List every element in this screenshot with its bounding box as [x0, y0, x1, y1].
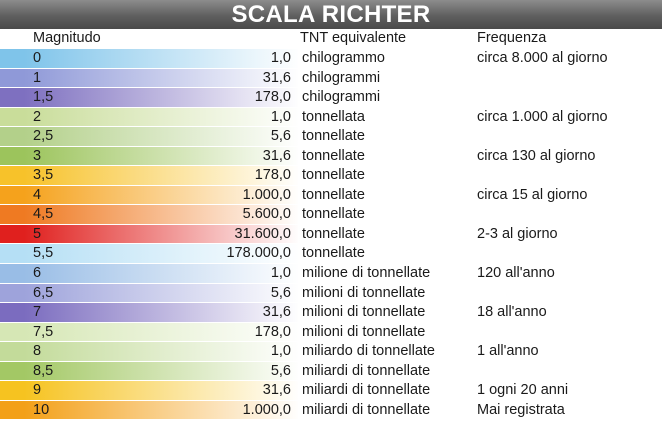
tnt-value: 5,6: [270, 284, 291, 301]
tnt-unit: chilogrammi: [302, 89, 381, 106]
frequency-value: circa 8.000 al giorno: [477, 50, 608, 66]
table-row: [0, 283, 662, 303]
magnitude-value: 0: [33, 50, 42, 66]
table-row: [0, 224, 662, 244]
tnt-value: 1,0: [270, 108, 291, 125]
table-row: [0, 126, 662, 146]
tnt-unit: miliardi di tonnellate: [302, 362, 431, 379]
tnt-value: 178,0: [254, 167, 291, 184]
magnitude-value: 6,5: [33, 284, 54, 301]
magnitude-value: 3: [33, 147, 42, 164]
tnt-unit: tonnellate: [302, 206, 365, 223]
tnt-unit: chilogrammo: [302, 50, 385, 66]
table-body: [0, 48, 662, 419]
magnitude-value: 3,5: [33, 167, 54, 184]
tnt-value: 5.600,0: [242, 206, 291, 223]
table-row: [0, 400, 662, 420]
tnt-unit: miliardo di tonnellate: [302, 343, 435, 360]
tnt-value: 178,0: [254, 89, 291, 106]
frequency-value: 120 all'anno: [477, 265, 555, 282]
tnt-value: 1.000,0: [242, 186, 291, 203]
header-tnt: TNT equivalente: [300, 30, 407, 46]
frequency-value: 2-3 al giorno: [477, 225, 558, 242]
magnitude-value: 1: [33, 69, 42, 86]
magnitude-value: 5,5: [33, 245, 54, 262]
magnitude-value: 10: [33, 401, 50, 418]
tnt-unit: milioni di tonnellate: [302, 304, 426, 321]
table-row: [0, 322, 662, 342]
tnt-value: 1,0: [270, 343, 291, 360]
table-row: [0, 380, 662, 400]
table-row: [0, 165, 662, 185]
tnt-unit: miliardi di tonnellate: [302, 401, 431, 418]
row-color-band: [0, 342, 300, 361]
magnitude-value: 9: [33, 382, 42, 399]
header-magnitude: Magnitudo: [33, 30, 101, 46]
table-row: [0, 87, 662, 107]
table-row: [0, 204, 662, 224]
tnt-value: 31,6: [262, 147, 291, 164]
tnt-unit: tonnellate: [302, 245, 365, 262]
tnt-unit: milione di tonnellate: [302, 265, 431, 282]
frequency-value: Mai registrata: [477, 401, 565, 418]
tnt-value: 178.000,0: [226, 245, 291, 262]
row-color-band: [0, 69, 300, 88]
row-color-band: [0, 108, 300, 127]
magnitude-value: 7,5: [33, 323, 54, 340]
table-row: [0, 68, 662, 88]
tnt-value: 31,6: [262, 69, 291, 86]
tnt-value: 1,0: [270, 50, 291, 66]
column-divider: [298, 48, 299, 427]
row-color-band: [0, 303, 300, 322]
tnt-unit: tonnellate: [302, 147, 365, 164]
tnt-unit: tonnellate: [302, 167, 365, 184]
tnt-value: 1.000,0: [242, 401, 291, 418]
frequency-value: circa 130 al giorno: [477, 147, 596, 164]
frequency-value: 1 all'anno: [477, 343, 539, 360]
magnitude-value: 5: [33, 225, 42, 242]
table-row: [0, 361, 662, 381]
tnt-value: 5,6: [270, 128, 291, 145]
row-color-band: [0, 49, 300, 68]
row-color-band: [0, 381, 300, 400]
magnitude-value: 4,5: [33, 206, 54, 223]
tnt-unit: chilogrammi: [302, 69, 381, 86]
row-color-band: [0, 264, 300, 283]
frequency-value: 1 ogni 20 anni: [477, 382, 569, 399]
table-row: [0, 107, 662, 127]
magnitude-value: 6: [33, 265, 42, 282]
magnitude-value: 1,5: [33, 89, 54, 106]
magnitude-value: 7: [33, 304, 42, 321]
column-divider: [471, 48, 472, 427]
tnt-unit: milioni di tonnellate: [302, 323, 426, 340]
tnt-value: 31.600,0: [234, 225, 291, 242]
row-color-band: [0, 147, 300, 166]
table-row: [0, 243, 662, 263]
table-row: [0, 302, 662, 322]
table-row: [0, 48, 662, 68]
tnt-unit: tonnellate: [302, 225, 365, 242]
header-row: [0, 29, 662, 48]
tnt-value: 5,6: [270, 362, 291, 379]
tnt-value: 31,6: [262, 382, 291, 399]
table-row: [0, 146, 662, 166]
magnitude-value: 4: [33, 186, 42, 203]
header-frequency: Frequenza: [477, 30, 547, 46]
magnitude-value: 2,5: [33, 128, 54, 145]
tnt-unit: milioni di tonnellate: [302, 284, 426, 301]
tnt-value: 178,0: [254, 323, 291, 340]
tnt-unit: miliardi di tonnellate: [302, 382, 431, 399]
magnitude-value: 2: [33, 108, 42, 125]
frequency-value: circa 15 al giorno: [477, 186, 588, 203]
magnitude-value: 8,5: [33, 362, 54, 379]
tnt-unit: tonnellate: [302, 186, 365, 203]
tnt-unit: tonnellata: [302, 108, 365, 125]
frequency-value: circa 1.000 al giorno: [477, 108, 608, 125]
tnt-value: 1,0: [270, 265, 291, 282]
table-row: [0, 341, 662, 361]
table-row: [0, 263, 662, 283]
tnt-unit: tonnellate: [302, 128, 365, 145]
magnitude-value: 8: [33, 343, 42, 360]
tnt-value: 31,6: [262, 304, 291, 321]
table-row: [0, 185, 662, 205]
table-title: SCALA RICHTER: [0, 0, 662, 29]
frequency-value: 18 all'anno: [477, 304, 547, 321]
